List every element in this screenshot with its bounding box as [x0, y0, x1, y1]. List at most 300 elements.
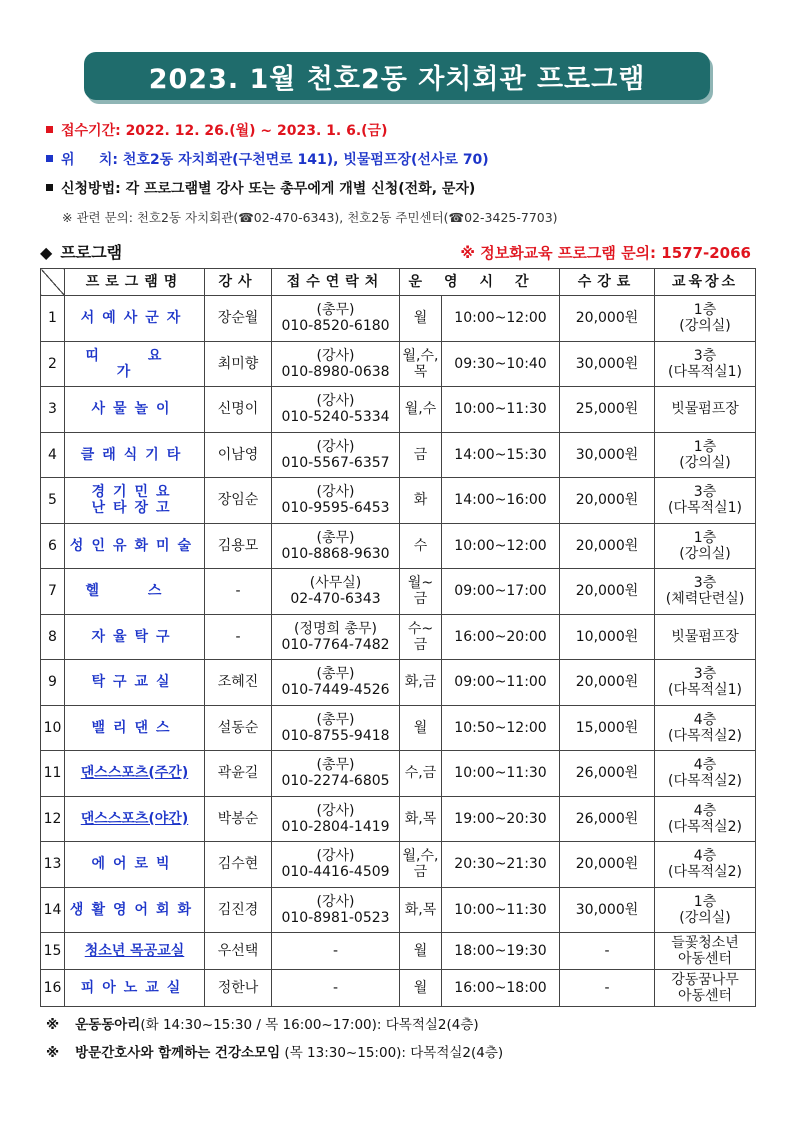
corner-cell [41, 269, 65, 296]
time-cell [442, 796, 560, 842]
fee-cell [560, 478, 655, 524]
day-text: 월~금 [407, 575, 434, 608]
time-text: 16:00~20:00 [454, 628, 547, 645]
time-text: 14:00~16:00 [454, 492, 547, 509]
day-text: 화,금 [404, 674, 437, 691]
place-text: (다목적실2) [668, 818, 742, 835]
fee-cell [560, 887, 655, 933]
row-number [41, 887, 65, 933]
instructor-cell [205, 569, 272, 615]
table-row [41, 523, 756, 569]
diamond-icon: ◆ [40, 243, 53, 262]
fee-cell [560, 569, 655, 615]
instructor-text: 김수현 [217, 856, 259, 873]
row-number [41, 569, 65, 615]
place-cell [655, 660, 756, 706]
program-name-text: 청소년 목공교실 [84, 942, 185, 959]
fee-text: 30,000원 [575, 446, 639, 463]
fee-text: 26,000원 [575, 810, 639, 827]
program-name [65, 523, 205, 569]
time-cell [442, 614, 560, 660]
row-number [41, 842, 65, 888]
instructor-text: 이남영 [217, 446, 259, 463]
program-name [65, 614, 205, 660]
fee-text: 30,000원 [575, 901, 639, 918]
time-text: 09:00~11:00 [454, 674, 547, 691]
contact-cell [272, 387, 400, 433]
square-bullet-icon [46, 126, 53, 133]
place-text: (강의실) [679, 545, 731, 562]
instructor-cell [205, 751, 272, 797]
time-cell [442, 705, 560, 751]
fee-cell [560, 705, 655, 751]
contact-role-text: (강사) [316, 802, 355, 819]
day-text: 월 [413, 719, 428, 736]
row-number-text: 2 [48, 355, 57, 372]
fee-text: 20,000원 [575, 674, 639, 691]
table-row [41, 387, 756, 433]
info-method [46, 178, 475, 198]
contact-cell [272, 341, 400, 387]
contact-cell [272, 970, 400, 1007]
program-name [65, 660, 205, 706]
time-cell [442, 933, 560, 970]
row-number [41, 341, 65, 387]
row-number [41, 660, 65, 706]
header-place: 교육장소 [655, 269, 756, 296]
time-text: 14:00~15:30 [454, 446, 547, 463]
instructor-text: 김진경 [217, 901, 259, 918]
day-text: 화,목 [404, 901, 437, 918]
fee-cell [560, 432, 655, 478]
program-name [65, 705, 205, 751]
program-name [65, 387, 205, 433]
contact-role-text: (강사) [316, 893, 355, 910]
time-cell [442, 341, 560, 387]
fee-cell [560, 341, 655, 387]
place-cell [655, 614, 756, 660]
time-cell [442, 432, 560, 478]
place-cell [655, 887, 756, 933]
contact-role-text: - [332, 942, 339, 959]
contact-role-text: (강사) [316, 848, 355, 865]
instructor-text: 최미향 [217, 355, 259, 372]
instructor-cell [205, 523, 272, 569]
program-name-text: 댄스스포츠(주간) [80, 765, 189, 782]
place-text: 1층 [693, 302, 717, 319]
header-time: 운영시간 [400, 269, 560, 296]
info-location-text: 위 치: 천호2동 자치회관(구천면로 141), 빗물펌프장(선사로 70) [61, 152, 489, 168]
section-title: 프로그램 [60, 243, 123, 262]
footnote-detail: (목 13:30~15:00): 다목적실2(4층) [280, 1045, 504, 1061]
header-contact: 접수연락처 [272, 269, 400, 296]
time-cell [442, 660, 560, 706]
contact-cell [272, 296, 400, 342]
program-name-text: 서예사군자 [80, 310, 189, 327]
contact-cell [272, 432, 400, 478]
day-text: 월 [413, 942, 428, 959]
fee-cell [560, 933, 655, 970]
edu-inquiry: ※ 정보화교육 프로그램 문의: 1577-2066 [460, 244, 751, 262]
time-text: 09:30~10:40 [454, 355, 547, 372]
program-name-text: 밸리댄스 [91, 719, 178, 736]
fee-text: 20,000원 [575, 583, 639, 600]
program-name-text: 에어로빅 [91, 856, 178, 873]
day-text: 월,수,목 [402, 347, 439, 380]
row-number [41, 387, 65, 433]
program-name-text: 띠 요 가 [85, 347, 184, 380]
row-number [41, 296, 65, 342]
fee-cell [560, 387, 655, 433]
time-text: 18:00~19:30 [454, 942, 547, 959]
instructor-text: 박봉순 [217, 810, 259, 827]
place-text: (강의실) [679, 454, 731, 471]
contact-phone-text: 010-8520-6180 [281, 318, 390, 335]
place-text: 강동꿈나무 [671, 971, 739, 988]
contact-role-text: (총무) [316, 302, 355, 319]
table-row [41, 296, 756, 342]
instructor-cell [205, 432, 272, 478]
row-number-text: 12 [43, 810, 62, 827]
instructor-cell [205, 387, 272, 433]
fee-cell [560, 614, 655, 660]
row-number [41, 933, 65, 970]
contact-phone-text: 010-4416-4509 [281, 864, 390, 881]
row-number-text: 6 [48, 537, 57, 554]
program-name [65, 933, 205, 970]
footnote-title: 운동동아리 [75, 1017, 141, 1033]
program-name [65, 296, 205, 342]
row-number-text: 1 [48, 310, 57, 327]
day-text: 월 [413, 310, 428, 327]
place-cell [655, 296, 756, 342]
contact-phone-text: 010-8981-0523 [281, 909, 390, 926]
time-text: 10:00~11:30 [454, 401, 547, 418]
fee-cell [560, 660, 655, 706]
footnote-health-group [46, 1041, 503, 1061]
day-cell [400, 842, 442, 888]
place-text: (다목적실2) [668, 727, 742, 744]
day-text: 금 [413, 864, 428, 881]
place-text: 1층 [693, 438, 717, 455]
time-cell [442, 387, 560, 433]
place-cell [655, 933, 756, 970]
place-text: 4층 [693, 757, 717, 774]
row-number [41, 796, 65, 842]
contact-phone-text: 010-5240-5334 [281, 409, 390, 426]
day-text: 월,수 [404, 401, 437, 418]
contact-phone-text: 010-7449-4526 [281, 682, 390, 699]
place-text: 들꽃청소년 [671, 934, 739, 951]
fee-text: 10,000원 [575, 628, 639, 645]
place-text: 빗물펌프장 [671, 628, 739, 645]
instructor-cell [205, 341, 272, 387]
table-row [41, 887, 756, 933]
place-cell [655, 341, 756, 387]
day-cell [400, 387, 442, 433]
contact-cell [272, 887, 400, 933]
day-text: 화,목 [404, 810, 437, 827]
place-cell [655, 523, 756, 569]
time-text: 10:00~11:30 [454, 765, 547, 782]
instructor-cell [205, 933, 272, 970]
contact-cell [272, 751, 400, 797]
instructor-text: 조혜진 [217, 674, 259, 691]
place-cell [655, 569, 756, 615]
place-cell [655, 751, 756, 797]
place-cell [655, 432, 756, 478]
contact-phone-text: 010-5567-6357 [281, 454, 390, 471]
footnote-mark: ※ [46, 1045, 60, 1061]
time-cell [442, 751, 560, 797]
place-text: (체력단련실) [665, 591, 745, 608]
day-cell [400, 660, 442, 706]
day-cell [400, 705, 442, 751]
table-row [41, 970, 756, 1007]
place-cell [655, 796, 756, 842]
program-name [65, 796, 205, 842]
contact-role-text: (총무) [316, 666, 355, 683]
time-text: 10:00~12:00 [454, 310, 547, 327]
row-number-text: 10 [43, 719, 62, 736]
row-number-text: 3 [48, 401, 57, 418]
day-cell [400, 523, 442, 569]
day-text: 금 [413, 446, 428, 463]
program-name [65, 478, 205, 524]
row-number-text: 14 [43, 901, 62, 918]
fee-text: - [604, 942, 610, 959]
table-header-row [41, 269, 756, 296]
place-text: (다목적실1) [668, 682, 742, 699]
day-cell [400, 887, 442, 933]
contact-cell [272, 842, 400, 888]
contact-role-text: (강사) [316, 438, 355, 455]
contact-role-text: (강사) [316, 484, 355, 501]
place-cell [655, 970, 756, 1007]
fee-text: 20,000원 [575, 310, 639, 327]
place-text: (강의실) [679, 909, 731, 926]
place-text: 3층 [693, 484, 717, 501]
contact-phone-text: 010-8980-0638 [281, 363, 390, 380]
footnote-mark: ※ [46, 1017, 60, 1033]
place-cell [655, 478, 756, 524]
day-cell [400, 569, 442, 615]
program-name-text: 헬 스 [85, 583, 184, 600]
table-row [41, 432, 756, 478]
place-text: (강의실) [679, 318, 731, 335]
time-cell [442, 478, 560, 524]
row-number [41, 523, 65, 569]
table-row [41, 705, 756, 751]
footnote-detail: (화 14:30~15:30 / 목 16:00~17:00): 다목적실2(4층) [140, 1017, 479, 1033]
time-text: 10:00~11:30 [454, 901, 547, 918]
program-name-text: 생활영어회화 [69, 901, 200, 918]
table-row [41, 796, 756, 842]
contact-role-text: (총무) [316, 711, 355, 728]
program-name-text: 난타장고 [91, 500, 178, 517]
fee-cell [560, 970, 655, 1007]
fee-cell [560, 523, 655, 569]
contact-cell [272, 478, 400, 524]
instructor-text: 장임순 [217, 492, 259, 509]
place-cell [655, 705, 756, 751]
program-name [65, 341, 205, 387]
section-heading [40, 240, 122, 263]
info-location [46, 149, 489, 169]
inquiry-note: ※ 관련 문의: 천호2동 자치회관(☎02-470-6343), 천호2동 주민센터(☎02-3425-7703) [62, 210, 558, 225]
contact-cell [272, 523, 400, 569]
row-number-text: 5 [48, 492, 57, 509]
day-text: 월,수, [402, 848, 439, 865]
program-name-text: 댄스스포츠(야간) [80, 810, 189, 827]
day-text: 수 [413, 537, 428, 554]
time-cell [442, 523, 560, 569]
time-text: 16:00~18:00 [454, 979, 547, 996]
contact-cell [272, 705, 400, 751]
day-cell [400, 751, 442, 797]
day-text: 수,금 [404, 765, 437, 782]
header-fee: 수강료 [560, 269, 655, 296]
place-text: (다목적실2) [668, 864, 742, 881]
row-number [41, 432, 65, 478]
day-cell [400, 614, 442, 660]
place-text: 4층 [693, 848, 717, 865]
contact-phone-text: 02-470-6343 [290, 591, 381, 608]
table-row [41, 933, 756, 970]
day-cell [400, 341, 442, 387]
contact-role-text: (강사) [316, 347, 355, 364]
instructor-text: 김용모 [217, 537, 259, 554]
fee-text: 20,000원 [575, 537, 639, 554]
program-name-text: 사물놀이 [91, 401, 178, 418]
contact-role-text: (총무) [316, 757, 355, 774]
day-cell [400, 933, 442, 970]
row-number-text: 16 [43, 979, 62, 996]
instructor-text: 우선택 [217, 942, 259, 959]
contact-cell [272, 933, 400, 970]
square-bullet-icon [46, 155, 53, 162]
row-number-text: 11 [43, 765, 62, 782]
row-number-text: 13 [43, 856, 62, 873]
contact-cell [272, 660, 400, 706]
day-text: 수~금 [407, 620, 434, 653]
contact-cell [272, 614, 400, 660]
contact-phone-text: 010-8755-9418 [281, 727, 390, 744]
place-text: 4층 [693, 802, 717, 819]
program-name-text: 탁구교실 [91, 674, 178, 691]
fee-text: 20,000원 [575, 492, 639, 509]
contact-phone-text: 010-8868-9630 [281, 545, 390, 562]
day-text: 화 [413, 492, 428, 509]
time-text: 19:00~20:30 [454, 810, 547, 827]
contact-phone-text: 010-9595-6453 [281, 500, 390, 517]
footnote-title: 방문간호사와 함께하는 건강소모임 [75, 1045, 281, 1061]
header-program: 프로그램명 [65, 269, 205, 296]
instructor-cell [205, 478, 272, 524]
instructor-cell [205, 614, 272, 660]
header-instructor: 강사 [205, 269, 272, 296]
table-row [41, 660, 756, 706]
day-cell [400, 296, 442, 342]
table-row [41, 569, 756, 615]
time-cell [442, 887, 560, 933]
program-name [65, 842, 205, 888]
fee-text: - [604, 979, 610, 996]
time-cell [442, 842, 560, 888]
row-number [41, 751, 65, 797]
instructor-cell [205, 296, 272, 342]
time-cell [442, 569, 560, 615]
place-text: 1층 [693, 893, 717, 910]
row-number-text: 8 [48, 628, 57, 645]
row-number-text: 4 [48, 446, 57, 463]
row-number [41, 614, 65, 660]
place-text: 3층 [693, 575, 717, 592]
time-cell [442, 296, 560, 342]
row-number [41, 705, 65, 751]
day-cell [400, 970, 442, 1007]
time-cell [442, 970, 560, 1007]
table-row [41, 614, 756, 660]
place-text: 1층 [693, 529, 717, 546]
fee-text: 15,000원 [575, 719, 639, 736]
day-cell [400, 432, 442, 478]
day-cell [400, 796, 442, 842]
place-text: 3층 [693, 347, 717, 364]
table-row [41, 478, 756, 524]
place-text: 3층 [693, 666, 717, 683]
contact-role-text: (총무) [316, 529, 355, 546]
info-period-text: 접수기간: 2022. 12. 26.(월) ~ 2023. 1. 6.(금) [61, 123, 388, 139]
day-cell [400, 478, 442, 524]
row-number [41, 970, 65, 1007]
info-period [46, 120, 387, 140]
program-name [65, 887, 205, 933]
program-name-text: 클래식기타 [80, 446, 189, 463]
program-name-text: 피아노교실 [80, 979, 189, 996]
contact-cell [272, 569, 400, 615]
place-cell [655, 842, 756, 888]
program-name [65, 569, 205, 615]
instructor-text: 정한나 [217, 979, 259, 996]
fee-cell [560, 751, 655, 797]
square-bullet-icon [46, 184, 53, 191]
fee-cell [560, 796, 655, 842]
row-number-text: 9 [48, 674, 57, 691]
contact-phone-text: 010-2804-1419 [281, 818, 390, 835]
table-row [41, 751, 756, 797]
time-text: 09:00~17:00 [454, 583, 547, 600]
place-text: (다목적실2) [668, 773, 742, 790]
instructor-cell [205, 970, 272, 1007]
contact-role-text: (사무실) [309, 575, 362, 592]
time-text: 10:00~12:00 [454, 537, 547, 554]
row-number-text: 15 [43, 942, 62, 959]
table-row [41, 341, 756, 387]
program-name [65, 432, 205, 478]
program-name-text: 성인유화미술 [69, 537, 200, 554]
fee-cell [560, 296, 655, 342]
contact-role-text: (강사) [316, 393, 355, 410]
program-name-text: 자율탁구 [91, 628, 178, 645]
program-name-text: 경기민요 [91, 484, 178, 501]
instructor-text: 곽윤길 [217, 765, 259, 782]
time-text: 20:30~21:30 [454, 856, 547, 873]
instructor-text: 설동순 [217, 719, 259, 736]
instructor-cell [205, 887, 272, 933]
place-text: (다목적실1) [668, 363, 742, 380]
instructor-cell [205, 842, 272, 888]
